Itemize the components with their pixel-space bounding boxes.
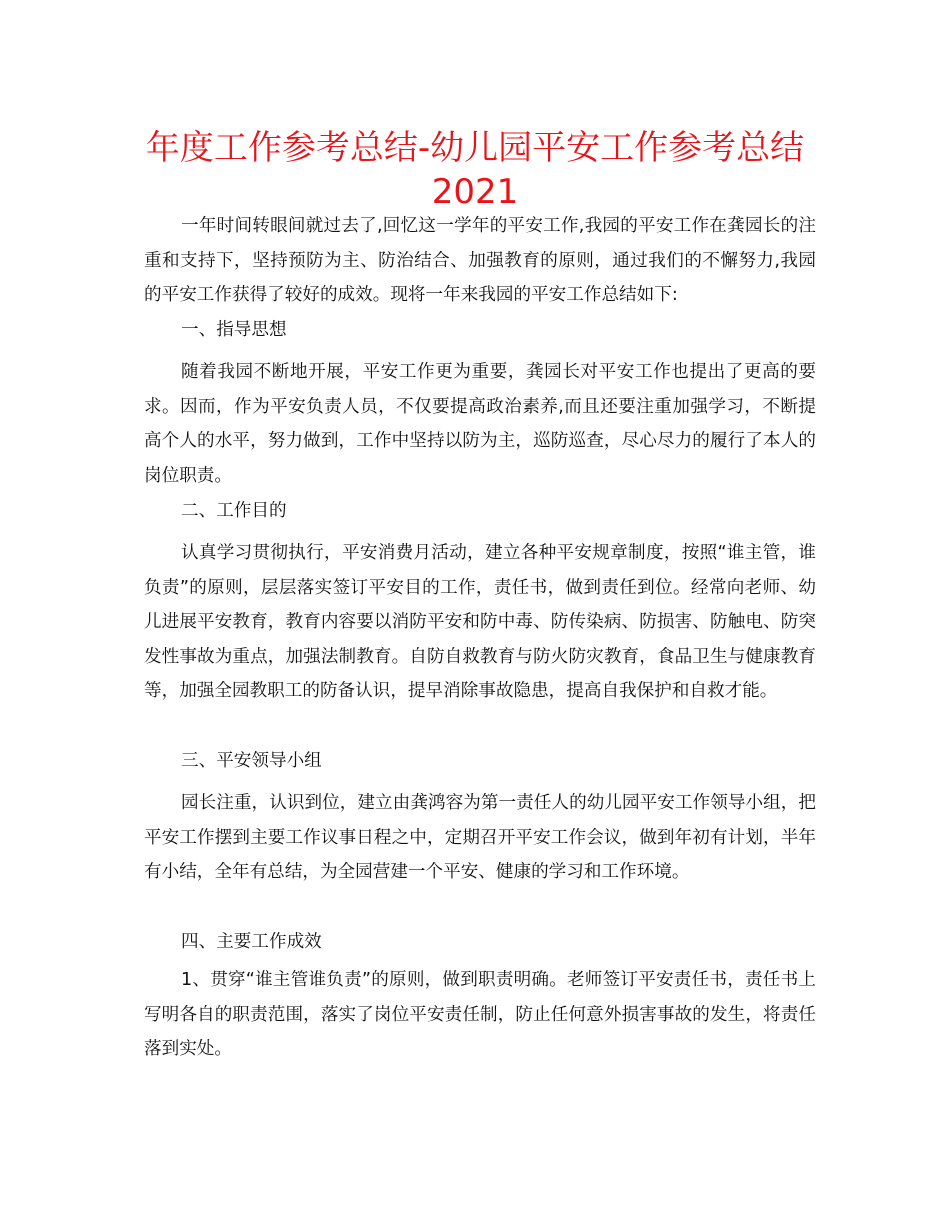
document-title-line-2: 2021: [431, 172, 519, 212]
guiding-ideology-paragraph: 随着我园不断地开展，平安工作更为重要，龚园长对平安工作也提出了更高的要求。因而，作为平安负责人员，不仅要提高政治素养,而且还要注重加强学习，不断提高个人的水平，努力做到，工作中坚持以防为主，巡防巡查，尽心尽力的履行了本人的岗位职责。: [144, 362, 816, 486]
section-heading-work-goals: 二、工作目的: [181, 501, 287, 521]
section-heading-achievements: 四、主要工作成效: [181, 932, 322, 952]
section-heading-guiding-ideology: 一、指导思想: [181, 320, 287, 340]
intro-paragraph: 一年时间转眼间就过去了,回忆这一学年的平安工作,我园的平安工作在龚园长的注重和支持下，坚持预防为主、防治结合、加强教育的原则，通过我们的不懈努力,我园的平安工作获得了较好的成效。现将一年来我园的平安工作总结如下:: [144, 216, 816, 305]
document-title-line-1: 年度工作参考总结-幼儿园平安工作参考总结: [145, 128, 805, 168]
work-goals-paragraph: 认真学习贯彻执行，平安消费月活动，建立各种平安规章制度，按照“谁主管，谁负责”的原则，层层落实签订平安目的工作，责任书，做到责任到位。经常向老师、幼儿进展平安教育，教育内容要以消防平安和防中毒、防传染病、防损害、防触电、防突发性事故为重点，加强法制教育。自防自救教育与防火防灾教育，食品卫生与健康教育等，加强全园教职工的防备认识，提早消除事故隐患，提高自我保护和自救才能。: [144, 543, 816, 701]
achievements-paragraph-1: 1、贯穿“谁主管谁负责”的原则，做到职责明确。老师签订平安责任书，责任书上写明各自的职责范围，落实了岗位平安责任制，防止任何意外损害事故的发生，将责任落到实处。: [144, 970, 816, 1059]
section-heading-safety-group: 三、平安领导小组: [181, 751, 322, 771]
safety-group-paragraph: 园长注重，认识到位，建立由龚鸿容为第一责任人的幼儿园平安工作领导小组，把平安工作摆到主要工作议事日程之中，定期召开平安工作会议，做到年初有计划，半年有小结，全年有总结，为全园营建一个平安、健康的学习和工作环境。: [144, 793, 816, 882]
